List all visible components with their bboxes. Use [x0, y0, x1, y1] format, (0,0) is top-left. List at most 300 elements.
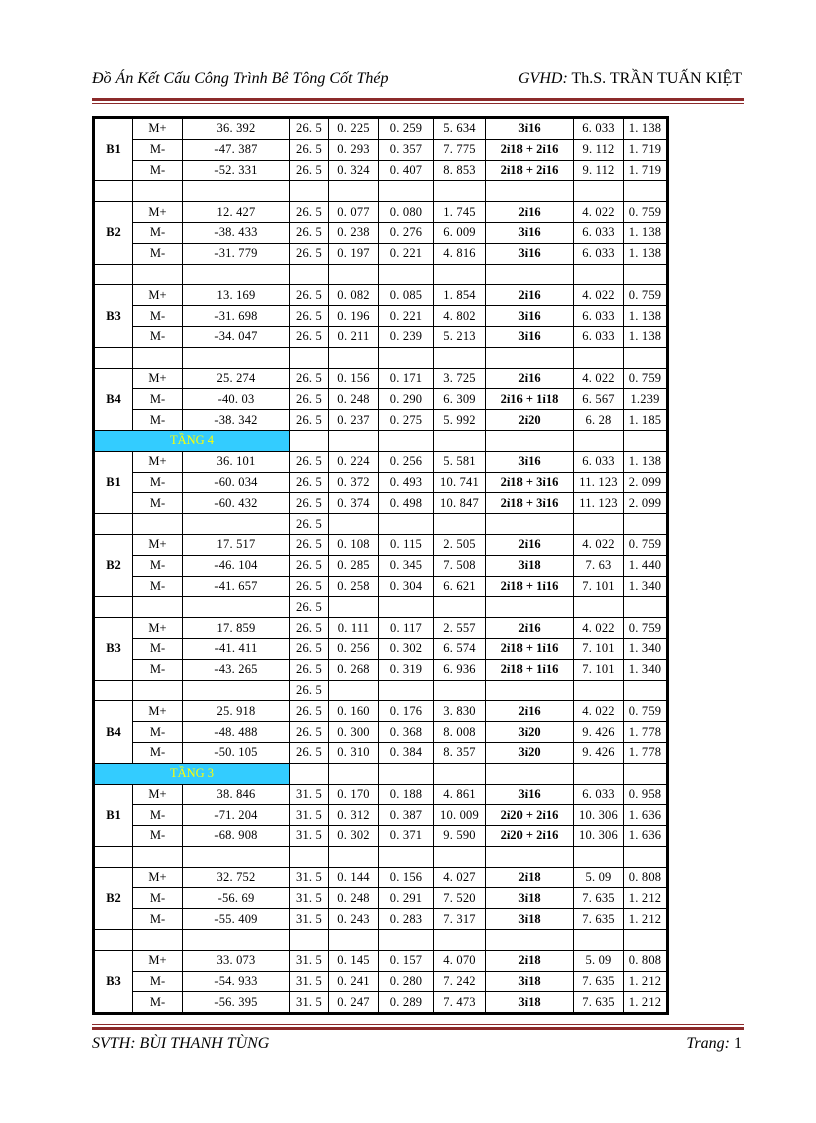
xi-value: 0. 259: [379, 119, 434, 140]
beam-label: B2: [95, 202, 133, 264]
spacer-row: [95, 597, 667, 618]
alpha-m-value: 0. 077: [329, 202, 379, 223]
table-row: [95, 909, 667, 930]
beam-label: B2: [95, 867, 133, 929]
advisor-name: Th.S. TRẦN TUẤN KIỆT: [567, 70, 742, 87]
table-row: [95, 701, 667, 722]
as-chosen: 4. 022: [574, 618, 624, 639]
alpha-m-value: 0. 374: [329, 493, 379, 514]
spacer-row: [95, 264, 667, 285]
table-body: [95, 119, 667, 1013]
moment-sign: M-: [133, 389, 183, 410]
moment-value: 38. 846: [183, 784, 290, 805]
rb-value: 26. 5: [290, 493, 329, 514]
alpha-m-value: 0. 312: [329, 805, 379, 826]
as-chosen: 7. 635: [574, 992, 624, 1013]
rb-value: 26. 5: [290, 139, 329, 160]
rb-value: 26. 5: [290, 618, 329, 639]
rb-value: 26. 5: [290, 742, 329, 763]
empty-cell: [329, 347, 379, 368]
xi-value: 0. 256: [379, 451, 434, 472]
empty-cell: [624, 846, 667, 867]
steel-choice: 2ỉ18 + 1ỉ16: [486, 659, 574, 680]
moment-value: -38. 433: [183, 222, 290, 243]
as-chosen: 11. 123: [574, 472, 624, 493]
page-number: [686, 1035, 742, 1053]
table-row: [95, 472, 667, 493]
empty-cell: [624, 430, 667, 451]
empty-cell: [379, 181, 434, 202]
alpha-m-value: 0. 145: [329, 950, 379, 971]
rb-value: 26. 5: [290, 659, 329, 680]
as-chosen: 4. 022: [574, 202, 624, 223]
table-row: [95, 368, 667, 389]
xi-value: 0. 345: [379, 555, 434, 576]
mu-percent: 0. 808: [624, 867, 667, 888]
advisor-label: GVHD:: [518, 70, 568, 87]
as-chosen: 10. 306: [574, 805, 624, 826]
rb-value: 31. 5: [290, 992, 329, 1013]
mu-percent: 1. 212: [624, 888, 667, 909]
steel-choice: 3ỉ16: [486, 243, 574, 264]
steel-choice: 2ỉ18 + 3ỉ16: [486, 472, 574, 493]
steel-choice: 3ỉ18: [486, 909, 574, 930]
alpha-m-value: 0. 211: [329, 326, 379, 347]
rb-value: 31. 5: [290, 909, 329, 930]
alpha-m-value: 0. 256: [329, 638, 379, 659]
moment-value: 33. 073: [183, 950, 290, 971]
student-name: SVTH: BÙI THANH TÙNG: [92, 1035, 270, 1052]
moment-sign: M+: [133, 285, 183, 306]
moment-sign: M-: [133, 493, 183, 514]
steel-choice: 3ỉ16: [486, 451, 574, 472]
moment-sign: M+: [133, 451, 183, 472]
table-row: [95, 222, 667, 243]
empty-cell: [95, 930, 133, 951]
empty-cell: [133, 514, 183, 535]
rb-value: 31. 5: [290, 826, 329, 847]
alpha-m-value: 0. 310: [329, 742, 379, 763]
empty-cell: [624, 597, 667, 618]
floor-label: TẦNG 4: [95, 430, 290, 451]
alpha-m-value: 0. 156: [329, 368, 379, 389]
alpha-m-value: 0. 238: [329, 222, 379, 243]
empty-cell: [95, 181, 133, 202]
empty-cell: [329, 597, 379, 618]
as-required: 7. 473: [434, 992, 486, 1013]
rb-value: [290, 930, 329, 951]
mu-percent: 2. 099: [624, 493, 667, 514]
beam-label: B1: [95, 784, 133, 846]
xi-value: 0. 239: [379, 326, 434, 347]
alpha-m-value: 0. 197: [329, 243, 379, 264]
as-chosen: 4. 022: [574, 534, 624, 555]
moment-value: -60. 034: [183, 472, 290, 493]
as-chosen: 6. 033: [574, 451, 624, 472]
xi-value: 0. 387: [379, 805, 434, 826]
mu-percent: 1. 719: [624, 139, 667, 160]
empty-cell: [183, 347, 290, 368]
rb-value: 31. 5: [290, 784, 329, 805]
empty-cell: [183, 181, 290, 202]
floor-header-row: [95, 430, 667, 451]
empty-cell: [624, 930, 667, 951]
steel-choice: 3ỉ16: [486, 222, 574, 243]
moment-sign: M-: [133, 139, 183, 160]
empty-cell: [133, 347, 183, 368]
moment-sign: M-: [133, 638, 183, 659]
mu-percent: 1. 719: [624, 160, 667, 181]
table-row: [95, 451, 667, 472]
rb-value: 26. 5: [290, 701, 329, 722]
xi-value: 0. 171: [379, 368, 434, 389]
rb-value: [290, 181, 329, 202]
moment-sign: M+: [133, 618, 183, 639]
rb-value: 26. 5: [290, 638, 329, 659]
steel-choice: 3ỉ16: [486, 326, 574, 347]
moment-sign: M+: [133, 867, 183, 888]
empty-cell: [183, 264, 290, 285]
xi-value: 0. 176: [379, 701, 434, 722]
as-required: 10. 847: [434, 493, 486, 514]
as-chosen: 9. 112: [574, 139, 624, 160]
empty-cell: [379, 430, 434, 451]
mu-percent: 1. 636: [624, 805, 667, 826]
empty-cell: [434, 181, 486, 202]
empty-cell: [329, 181, 379, 202]
steel-choice: 3ỉ16: [486, 306, 574, 327]
table-row: [95, 160, 667, 181]
empty-cell: [95, 264, 133, 285]
table-row: [95, 555, 667, 576]
mu-percent: 1. 340: [624, 659, 667, 680]
beam-label: B4: [95, 368, 133, 430]
empty-cell: [434, 597, 486, 618]
moment-value: -40. 03: [183, 389, 290, 410]
as-required: 4. 861: [434, 784, 486, 805]
mu-percent: 1. 636: [624, 826, 667, 847]
empty-cell: [183, 597, 290, 618]
table-row: [95, 326, 667, 347]
moment-value: -43. 265: [183, 659, 290, 680]
rb-value: 26. 5: [290, 597, 329, 618]
steel-choice: 2ỉ16: [486, 285, 574, 306]
table-row: [95, 139, 667, 160]
empty-cell: [183, 514, 290, 535]
empty-cell: [434, 514, 486, 535]
mu-percent: 0. 759: [624, 285, 667, 306]
as-required: 5. 581: [434, 451, 486, 472]
steel-choice: 2ỉ18: [486, 867, 574, 888]
moment-value: -47. 387: [183, 139, 290, 160]
moment-sign: M+: [133, 534, 183, 555]
as-required: 2. 505: [434, 534, 486, 555]
xi-value: 0. 221: [379, 243, 434, 264]
mu-percent: 1. 212: [624, 909, 667, 930]
as-required: 5. 992: [434, 410, 486, 431]
empty-cell: [434, 680, 486, 701]
moment-value: 25. 918: [183, 701, 290, 722]
moment-sign: M-: [133, 555, 183, 576]
xi-value: 0. 302: [379, 638, 434, 659]
moment-sign: M-: [133, 659, 183, 680]
as-required: 4. 070: [434, 950, 486, 971]
document-title: Đồ Án Kết Cấu Công Trình Bê Tông Cốt Thép: [92, 70, 389, 87]
as-chosen: 9. 112: [574, 160, 624, 181]
as-required: 1. 745: [434, 202, 486, 223]
moment-value: -31. 698: [183, 306, 290, 327]
steel-choice: 2ỉ16: [486, 618, 574, 639]
xi-value: 0. 280: [379, 971, 434, 992]
as-required: 4. 802: [434, 306, 486, 327]
steel-choice: 2ỉ16: [486, 368, 574, 389]
empty-cell: [379, 763, 434, 784]
empty-cell: [574, 763, 624, 784]
as-required: 6. 936: [434, 659, 486, 680]
as-chosen: 7. 635: [574, 909, 624, 930]
moment-sign: M-: [133, 160, 183, 181]
empty-cell: [434, 846, 486, 867]
as-required: 7. 317: [434, 909, 486, 930]
table-row: [95, 306, 667, 327]
empty-cell: [486, 763, 574, 784]
rb-value: 31. 5: [290, 867, 329, 888]
empty-cell: [486, 846, 574, 867]
empty-cell: [133, 930, 183, 951]
xi-value: 0. 115: [379, 534, 434, 555]
as-required: 4. 816: [434, 243, 486, 264]
xi-value: 0. 384: [379, 742, 434, 763]
empty-cell: [486, 347, 574, 368]
rb-value: 26. 5: [290, 119, 329, 140]
empty-cell: [379, 846, 434, 867]
table-row: [95, 389, 667, 410]
empty-cell: [574, 930, 624, 951]
as-chosen: 9. 426: [574, 742, 624, 763]
steel-choice: 2ỉ16: [486, 202, 574, 223]
steel-choice: 3ỉ18: [486, 555, 574, 576]
empty-cell: [574, 264, 624, 285]
xi-value: 0. 188: [379, 784, 434, 805]
rb-value: 26. 5: [290, 410, 329, 431]
empty-cell: [574, 597, 624, 618]
moment-value: 36. 101: [183, 451, 290, 472]
table-row: [95, 742, 667, 763]
empty-cell: [379, 347, 434, 368]
alpha-m-value: 0. 293: [329, 139, 379, 160]
moment-sign: M-: [133, 410, 183, 431]
moment-value: -46. 104: [183, 555, 290, 576]
as-chosen: 6. 033: [574, 784, 624, 805]
rb-value: 26. 5: [290, 514, 329, 535]
empty-cell: [133, 181, 183, 202]
mu-percent: 0. 958: [624, 784, 667, 805]
rb-value: 26. 5: [290, 389, 329, 410]
beam-label: B3: [95, 285, 133, 347]
rb-value: 26. 5: [290, 202, 329, 223]
table-row: [95, 119, 667, 140]
as-chosen: 7. 63: [574, 555, 624, 576]
empty-cell: [379, 514, 434, 535]
alpha-m-value: 0. 248: [329, 389, 379, 410]
as-required: 1. 854: [434, 285, 486, 306]
moment-value: -41. 657: [183, 576, 290, 597]
as-chosen: 5. 09: [574, 950, 624, 971]
empty-cell: [183, 930, 290, 951]
empty-cell: [329, 763, 379, 784]
alpha-m-value: 0. 241: [329, 971, 379, 992]
steel-choice: 3ỉ20: [486, 742, 574, 763]
rb-value: 26. 5: [290, 555, 329, 576]
xi-value: 0. 290: [379, 389, 434, 410]
alpha-m-value: 0. 300: [329, 722, 379, 743]
empty-cell: [95, 680, 133, 701]
table-row: [95, 992, 667, 1013]
moment-sign: M-: [133, 805, 183, 826]
rb-value: 31. 5: [290, 971, 329, 992]
advisor-info: [518, 70, 742, 88]
as-chosen: 7. 101: [574, 659, 624, 680]
empty-cell: [133, 680, 183, 701]
alpha-m-value: 0. 302: [329, 826, 379, 847]
empty-cell: [379, 597, 434, 618]
spacer-row: [95, 846, 667, 867]
alpha-m-value: 0. 160: [329, 701, 379, 722]
floor-header-row: [95, 763, 667, 784]
mu-percent: 0. 759: [624, 202, 667, 223]
alpha-m-value: 0. 196: [329, 306, 379, 327]
as-required: 3. 725: [434, 368, 486, 389]
alpha-m-value: 0. 324: [329, 160, 379, 181]
empty-cell: [434, 264, 486, 285]
as-required: 3. 830: [434, 701, 486, 722]
moment-value: -68. 908: [183, 826, 290, 847]
alpha-m-value: 0. 258: [329, 576, 379, 597]
table-row: [95, 618, 667, 639]
alpha-m-value: 0. 144: [329, 867, 379, 888]
mu-percent: 0. 808: [624, 950, 667, 971]
steel-choice: 2ỉ18: [486, 950, 574, 971]
moment-value: -34. 047: [183, 326, 290, 347]
rb-value: [290, 846, 329, 867]
as-chosen: 7. 101: [574, 576, 624, 597]
table-row: [95, 888, 667, 909]
empty-cell: [434, 430, 486, 451]
as-chosen: 6. 033: [574, 119, 624, 140]
as-required: 7. 242: [434, 971, 486, 992]
table-row: [95, 410, 667, 431]
beam-label: B1: [95, 119, 133, 181]
moment-sign: M+: [133, 119, 183, 140]
mu-percent: 1. 138: [624, 119, 667, 140]
xi-value: 0. 289: [379, 992, 434, 1013]
floor-label: TẦNG 3: [95, 763, 290, 784]
beam-label: B1: [95, 451, 133, 513]
as-chosen: 6. 567: [574, 389, 624, 410]
moment-value: 17. 859: [183, 618, 290, 639]
steel-choice: 2ỉ20 + 2ỉ16: [486, 805, 574, 826]
mu-percent: 0. 759: [624, 701, 667, 722]
mu-percent: 1. 778: [624, 722, 667, 743]
as-chosen: 6. 28: [574, 410, 624, 431]
alpha-m-value: 0. 082: [329, 285, 379, 306]
moment-sign: M-: [133, 222, 183, 243]
steel-choice: 2ỉ20: [486, 410, 574, 431]
as-required: 7. 775: [434, 139, 486, 160]
xi-value: 0. 371: [379, 826, 434, 847]
beam-label: B3: [95, 618, 133, 680]
moment-value: -60. 432: [183, 493, 290, 514]
spacer-row: [95, 680, 667, 701]
as-chosen: 7. 635: [574, 888, 624, 909]
table-row: [95, 867, 667, 888]
as-chosen: 6. 033: [574, 243, 624, 264]
steel-choice: 2ỉ18 + 2ỉ16: [486, 160, 574, 181]
table-row: [95, 243, 667, 264]
empty-cell: [486, 430, 574, 451]
mu-percent: 1. 138: [624, 451, 667, 472]
as-required: 4. 027: [434, 867, 486, 888]
empty-cell: [183, 680, 290, 701]
mu-percent: 1. 340: [624, 638, 667, 659]
rb-value: 26. 5: [290, 451, 329, 472]
moment-sign: M-: [133, 243, 183, 264]
steel-choice: 3ỉ18: [486, 971, 574, 992]
alpha-m-value: 0. 268: [329, 659, 379, 680]
reinforcement-table: [94, 118, 667, 1013]
alpha-m-value: 0. 247: [329, 992, 379, 1013]
spacer-row: [95, 930, 667, 951]
steel-choice: 2ỉ20 + 2ỉ16: [486, 826, 574, 847]
steel-choice: 3ỉ18: [486, 992, 574, 1013]
rb-value: 31. 5: [290, 950, 329, 971]
alpha-m-value: 0. 224: [329, 451, 379, 472]
alpha-m-value: 0. 248: [329, 888, 379, 909]
alpha-m-value: 0. 237: [329, 410, 379, 431]
empty-cell: [574, 846, 624, 867]
xi-value: 0. 156: [379, 867, 434, 888]
rb-value: 26. 5: [290, 680, 329, 701]
alpha-m-value: 0. 243: [329, 909, 379, 930]
moment-value: -56. 395: [183, 992, 290, 1013]
rb-value: [290, 264, 329, 285]
rb-value: 26. 5: [290, 576, 329, 597]
empty-cell: [290, 430, 329, 451]
mu-percent: 1. 138: [624, 306, 667, 327]
as-chosen: 6. 033: [574, 326, 624, 347]
mu-percent: 1. 340: [624, 576, 667, 597]
empty-cell: [95, 597, 133, 618]
as-chosen: 4. 022: [574, 368, 624, 389]
table-row: [95, 784, 667, 805]
empty-cell: [379, 264, 434, 285]
xi-value: 0. 080: [379, 202, 434, 223]
moment-value: 12. 427: [183, 202, 290, 223]
empty-cell: [624, 264, 667, 285]
spacer-row: [95, 514, 667, 535]
xi-value: 0. 498: [379, 493, 434, 514]
moment-value: -50. 105: [183, 742, 290, 763]
as-chosen: 6. 033: [574, 222, 624, 243]
table-row: [95, 534, 667, 555]
as-required: 7. 520: [434, 888, 486, 909]
alpha-m-value: 0. 225: [329, 119, 379, 140]
steel-choice: 2ỉ18 + 3ỉ16: [486, 493, 574, 514]
xi-value: 0. 407: [379, 160, 434, 181]
moment-sign: M-: [133, 992, 183, 1013]
footer-divider: [92, 1024, 744, 1030]
empty-cell: [329, 846, 379, 867]
